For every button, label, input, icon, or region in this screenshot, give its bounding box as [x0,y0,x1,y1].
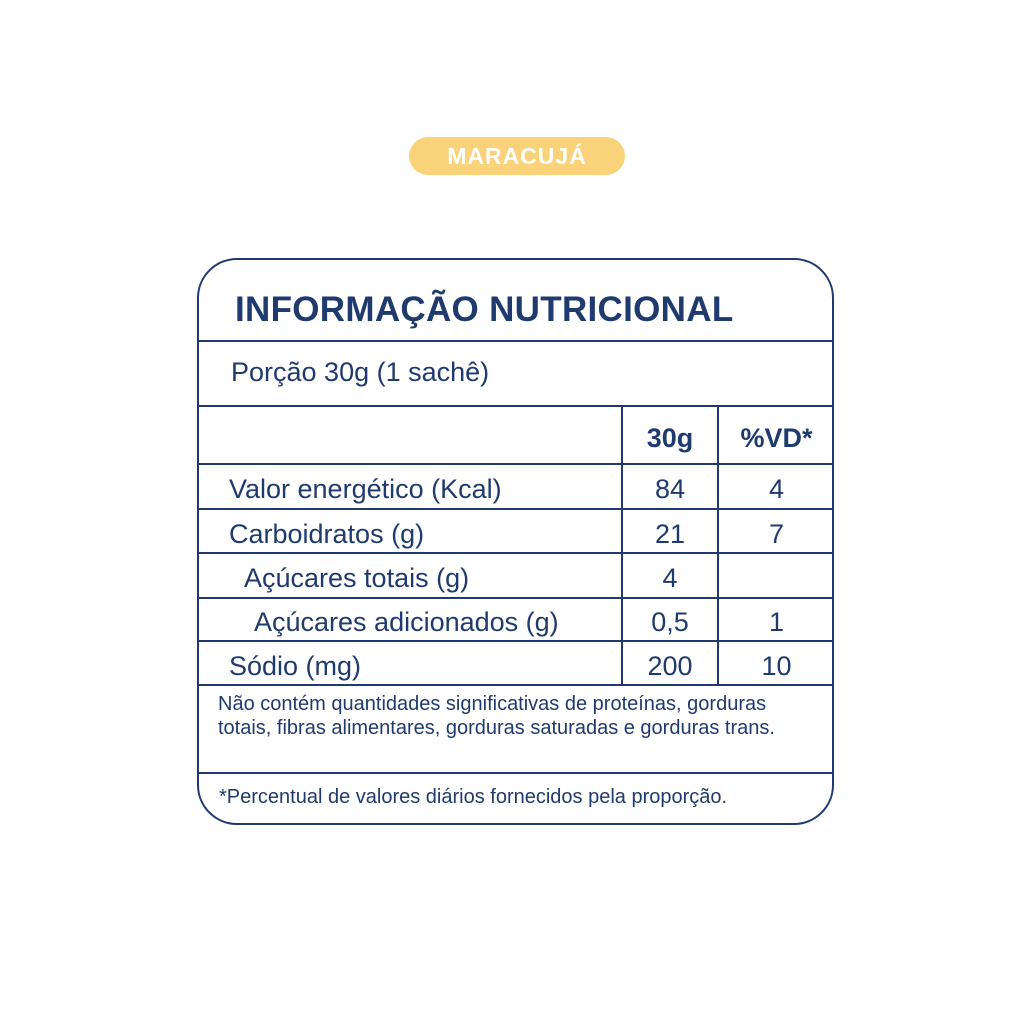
column-header-amount: 30g [646,423,694,453]
flavor-badge: MARACUJÁ [409,137,625,175]
row-amount: 4 [662,563,678,593]
row-label: Sódio (mg) [229,651,362,681]
column-divider [717,405,719,686]
divider [199,552,832,554]
divider [199,508,832,510]
disclaimer-note: Não contém quantidades significativas de proteínas, gorduras totais, fibras alimentares, gorduras saturadas e gorduras trans. [218,693,775,739]
nutrition-facts-table [197,258,834,825]
footnote: *Percentual de valores diários fornecidos pela proporção. [219,786,728,808]
divider [199,684,832,686]
table-row [199,555,832,597]
divider [199,405,832,407]
row-amount: 84 [654,474,686,504]
divider [199,640,832,642]
divider [199,772,832,774]
divider [199,463,832,465]
table-row [199,466,832,508]
table-row [199,643,832,685]
row-label: Açúcares adicionados (g) [254,607,559,637]
row-label: Valor energético (Kcal) [229,474,502,504]
row-label: Carboidratos (g) [229,519,425,549]
row-dv: 4 [768,474,785,504]
divider [199,340,832,342]
row-dv: 1 [768,607,785,637]
column-header-dv: %VD* [740,423,813,453]
column-divider [621,405,623,686]
table-title: INFORMAÇÃO NUTRICIONAL [235,290,734,329]
row-dv: 7 [768,519,785,549]
table-row [199,511,832,553]
row-amount: 200 [647,651,693,681]
row-amount: 0,5 [651,607,689,637]
row-label: Açúcares totais (g) [244,563,470,593]
portion-size: Porção 30g (1 sachê) [231,357,490,387]
row-amount: 21 [654,519,686,549]
row-dv: 10 [761,651,792,681]
table-row [199,599,832,641]
